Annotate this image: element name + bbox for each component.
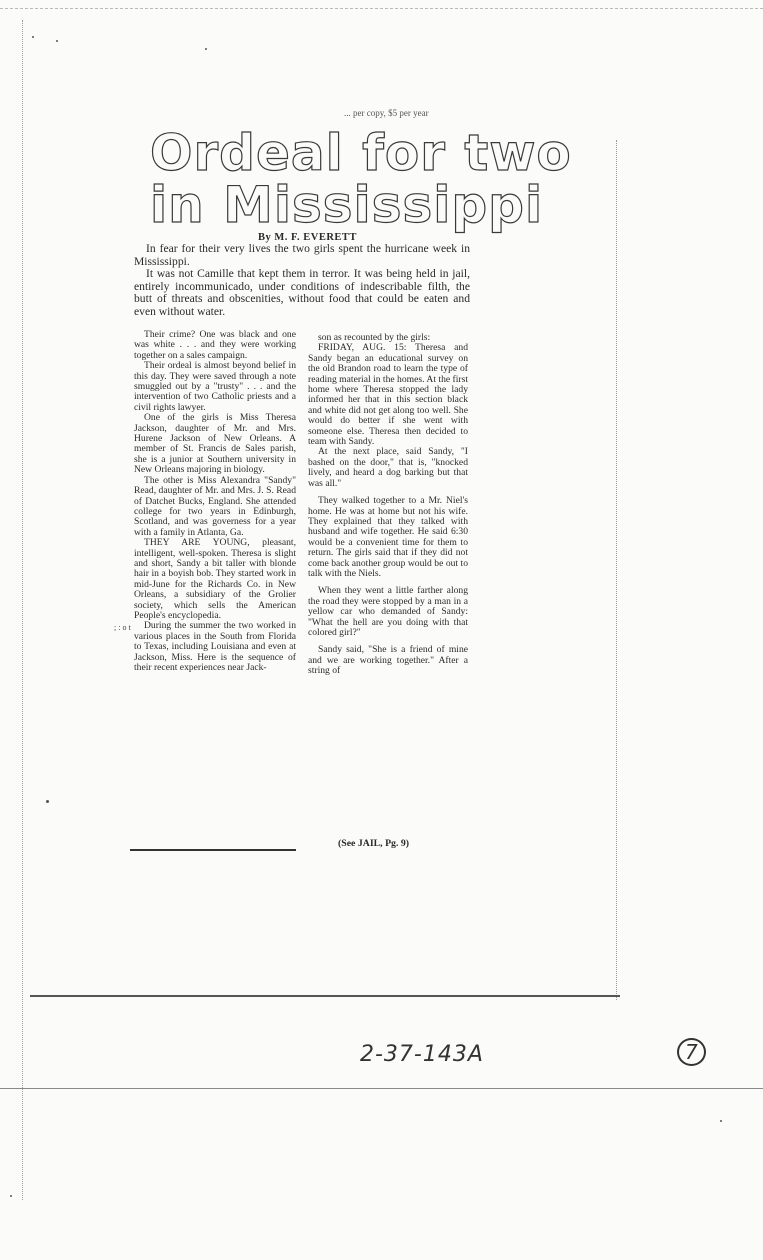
lede-paragraphs [134, 243, 470, 319]
column-paragraph: FRIDAY, AUG. 15: Theresa and Sandy began an educational survey on the old Brandon road to learn the type of reading material in the homes. At the first home where Theresa stopped the lady informed her that in this section black and white did not get along too well. She would do better if she went with someone else. Theresa then decided to team with Sandy. [308, 342, 468, 448]
margin-marks: ; : o t [114, 623, 131, 632]
article-column-1 [134, 330, 296, 673]
byline: By M. F. EVERETT [258, 232, 357, 243]
column-paragraph: son as recounted by the girls: [318, 332, 431, 343]
column-paragraph: One of the girls is Miss Theresa Jackson, daughter of Mr. and Mrs. Hurene Jackson of New Orleans. A member of St. Francis de Sales parish, she is a junior at Southern university in New Orleans majoring in biology. [134, 412, 296, 476]
lede-paragraph: In fear for their very lives the two girls spent the hurricane week in Mississippi. [134, 242, 470, 268]
column-end-rule [130, 849, 296, 851]
handwritten-file-number: 2-37-143A [360, 1042, 484, 1067]
scan-speck [32, 36, 34, 38]
column-paragraph: Sandy said, "She is a friend of mine and we are working together." After a string of [308, 644, 468, 677]
column-paragraph: Their crime? One was black and one was white . . . and they were working together on a sales campaign. [134, 329, 296, 361]
column-paragraph: They walked together to a Mr. Niel's home. He was at home but not his wife. They explained that they talked with husband and wife together. He said 6:30 would be a convenient time for them to return. The girls said that if they did not come back another group would be out to talk with the Niels. [308, 495, 468, 579]
column-paragraph: During the summer the two worked in various places in the South from Florida to Texas, including Louisiana and even at Jackson, Miss. Here is the sequence of their recent experiences near Jack- [134, 620, 296, 673]
column-paragraph: THEY ARE YOUNG, pleasant, intelligent, well-spoken. Theresa is slight and short, Sandy a bit taller with blonde hair in a boyish bob. They started work in mid-June for the Richards Co. in New Orleans, a subsidiary of the Grolier society, which sells the American People's encyclopedia. [134, 537, 296, 621]
headline-line-2: in Mississippi [150, 176, 544, 234]
column-paragraph: At the next place, said Sandy, "I bashed on the door," that is, "knocked lively, and heard a dog barking but that was all." [308, 446, 468, 489]
scan-right-fold-line [616, 140, 617, 1000]
page-fold-line [0, 1088, 763, 1089]
scan-speck [10, 1195, 12, 1197]
clipping-bottom-edge [30, 995, 620, 997]
scan-left-fold-line [22, 20, 23, 1200]
scan-speck [56, 40, 58, 42]
handwritten-circled-mark [677, 1040, 706, 1064]
column-paragraph: When they went a little farther along the road they were stopped by a man in a yellow car who demanded of Sandy: "What the hell are you doing with that colored girl?" [308, 585, 468, 638]
scan-top-edge [0, 0, 763, 9]
scan-speck [46, 800, 49, 803]
scan-speck [720, 1120, 722, 1122]
lede-paragraph: It was not Camille that kept them in terror. It was being held in jail, entirely incommunicado, under conditions of indescribable filth, the butt of threats and obscenities, without food that could be eaten and even without water. [134, 267, 470, 318]
column-paragraph: The other is Miss Alexandra "Sandy" Read, daughter of Mr. and Mrs. J. S. Read of Datchet Bucks, England. She attended college for two years in Edinburgh, Scotland, and was governess for a year with a family in Atlanta, Ga. [134, 474, 296, 538]
headline-line-1: Ordeal for two [150, 124, 572, 182]
scan-speck [205, 48, 207, 50]
continuation-line: (See JAIL, Pg. 9) [338, 838, 410, 849]
column-paragraph: Their ordeal is almost beyond belief in this day. They were saved through a note smuggled out by a "trusty" . . . and the intervention of two Catholic priests and a civil rights lawyer. [134, 360, 296, 413]
circled-mark-text: 7 [677, 1038, 706, 1066]
subscription-note: ... per copy, $5 per year [344, 108, 429, 118]
article-column-2 [308, 333, 468, 677]
